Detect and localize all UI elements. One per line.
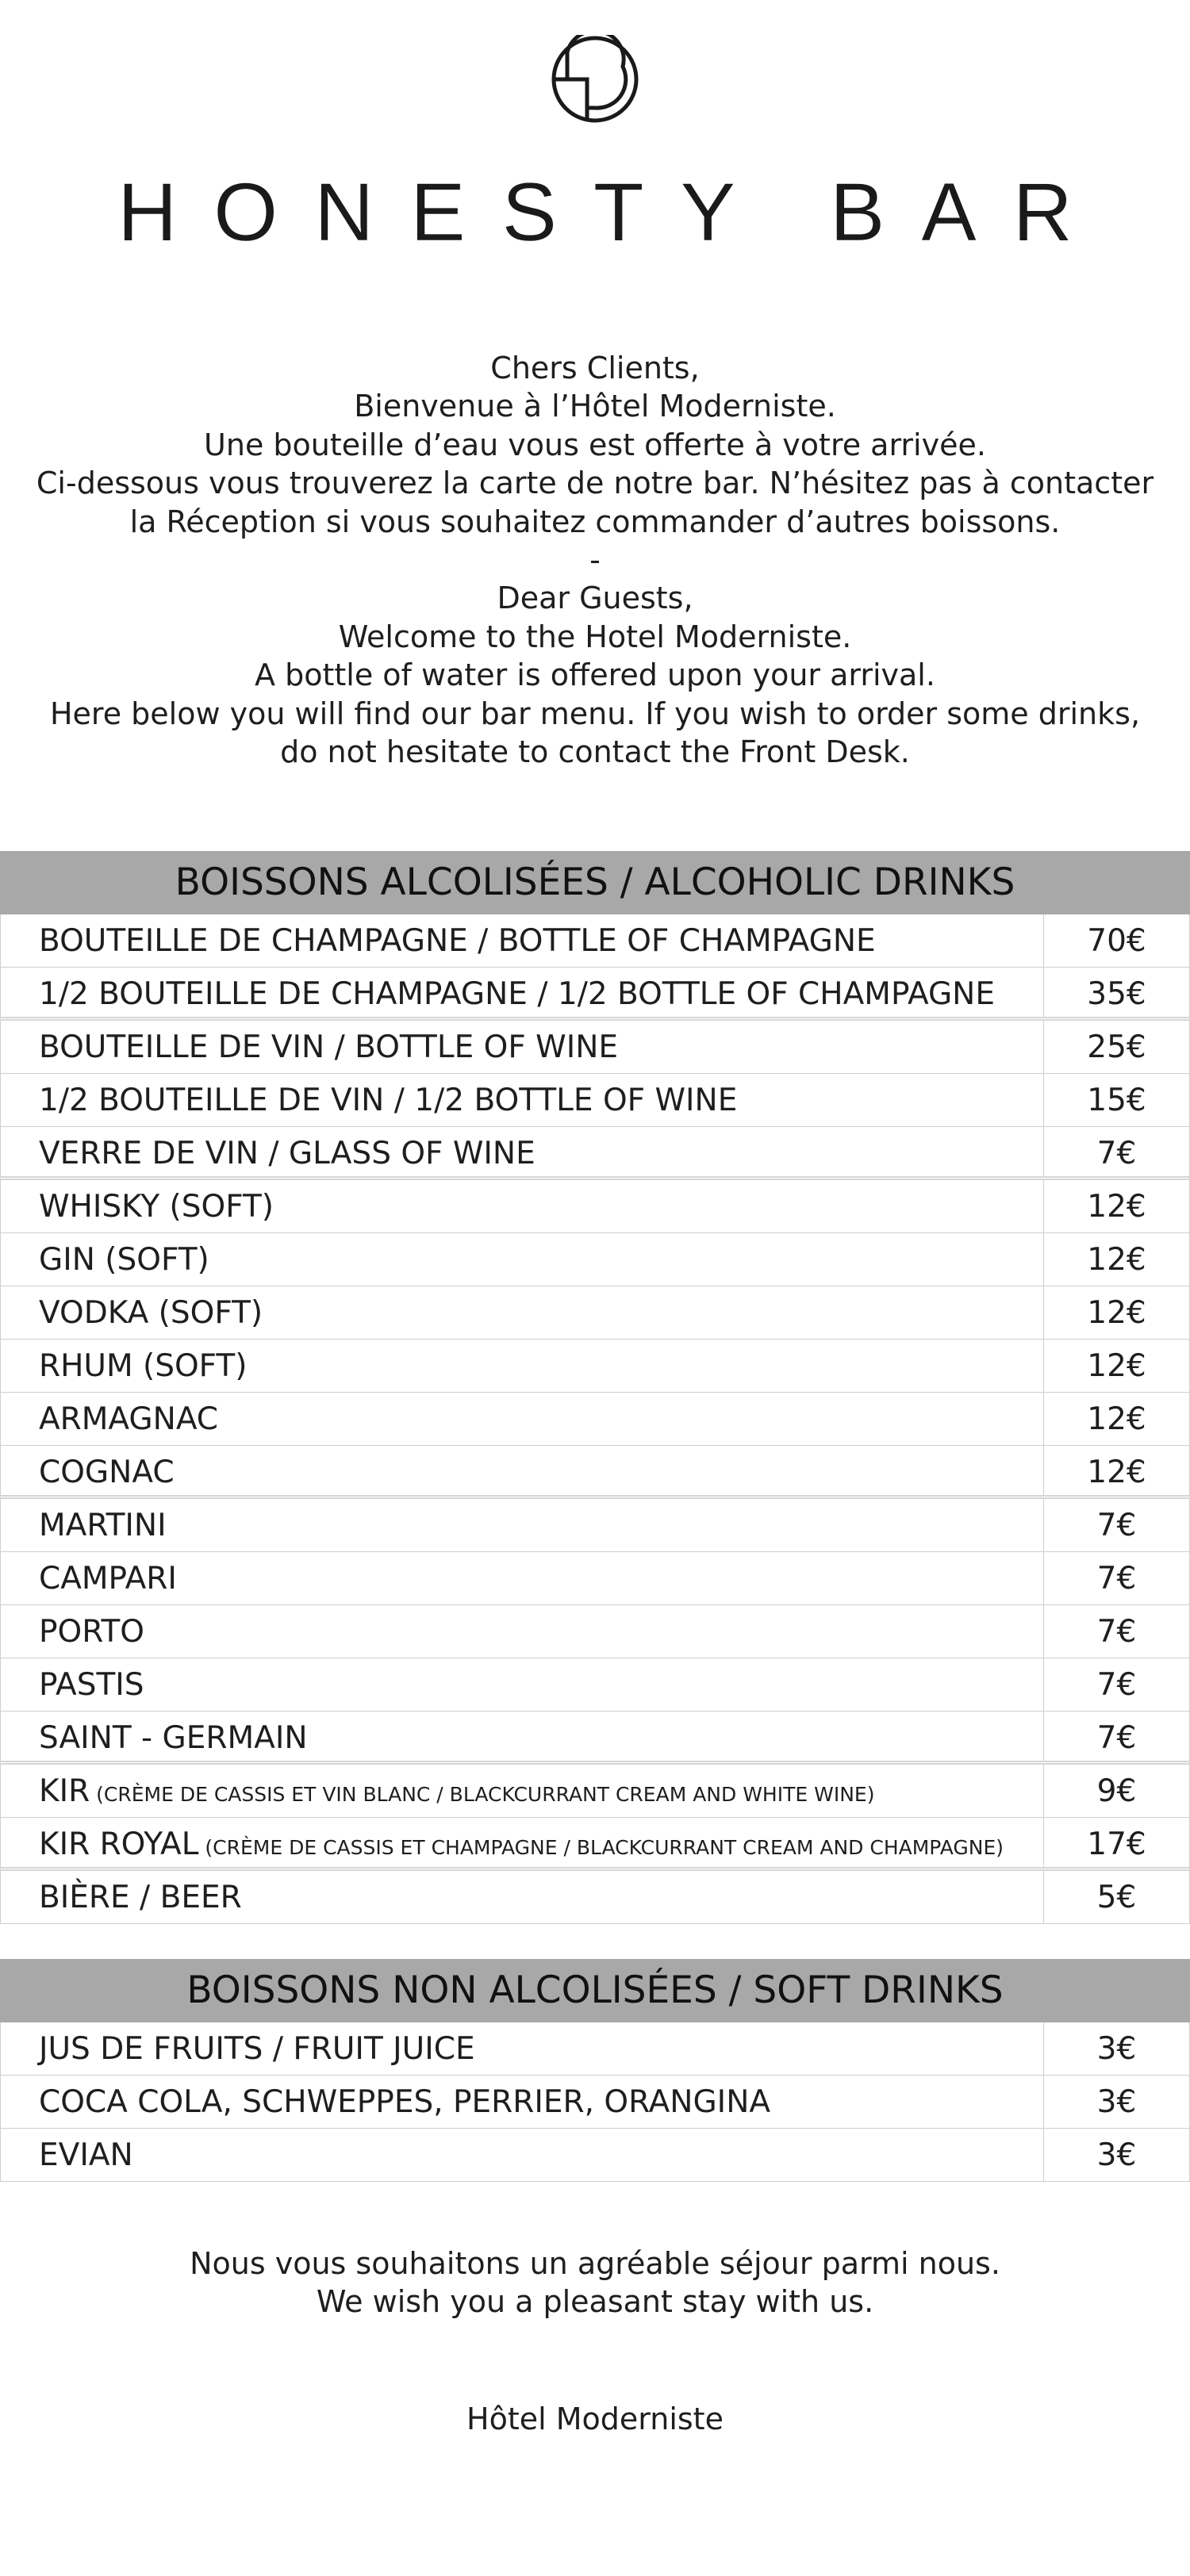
alcoholic-menu: [0, 851, 1190, 1924]
drink-label: VERRE DE VIN / GLASS OF WINE: [39, 1136, 536, 1171]
drink-name: [1, 2129, 1044, 2181]
closing-line: We wish you a pleasant stay with us.: [316, 2284, 874, 2319]
intro-line: A bottle of water is offered upon your arrival.: [255, 657, 935, 693]
closing-message: [0, 2244, 1190, 2321]
drink-price: 3€: [1096, 2137, 1137, 2173]
intro-line: Welcome to the Hotel Moderniste.: [338, 619, 852, 654]
menu-row: [0, 2129, 1190, 2182]
intro-line: Chers Clients,: [490, 351, 700, 385]
drink-price: 12€: [1087, 1348, 1146, 1384]
drink-name: [1, 968, 1044, 1017]
signature: Hôtel Moderniste: [466, 2402, 724, 2436]
drink-price: 9€: [1096, 1773, 1137, 1809]
intro-line: Une bouteille d’eau vous est offerte à votre arrivée.: [204, 427, 986, 462]
drink-name: [1, 914, 1044, 967]
menu-row: [0, 1286, 1190, 1340]
drink-price: 7€: [1096, 1561, 1137, 1597]
menu-row: [0, 1180, 1190, 1233]
drink-price: 7€: [1096, 1667, 1137, 1703]
drink-name: [1, 1552, 1044, 1604]
drink-label: ARMAGNAC: [39, 1401, 219, 1437]
menu-row: [0, 1552, 1190, 1605]
menu-row: [0, 968, 1190, 1021]
drink-price: 15€: [1087, 1083, 1146, 1118]
intro-line: la Réception si vous souhaitez commander d’autres boissons.: [129, 504, 1061, 539]
menu-row: [0, 1605, 1190, 1658]
menu-row: [0, 1393, 1190, 1446]
menu-row: [0, 1233, 1190, 1286]
drink-label: BIÈRE / BEER: [39, 1880, 242, 1915]
drink-description: (CRÈME DE CASSIS ET VIN BLANC / BLACKCURRANT CREAM AND WHITE WINE): [90, 1783, 875, 1806]
drink-label: JUS DE FRUITS / FRUIT JUICE: [39, 2031, 475, 2067]
drink-price: 5€: [1096, 1880, 1137, 1915]
menu-row: [0, 1340, 1190, 1393]
welcome-message: [0, 349, 1190, 771]
menu-row: [0, 1499, 1190, 1552]
drink-price: 70€: [1087, 923, 1146, 959]
menu-row: [0, 1074, 1190, 1127]
drink-name: [1, 1765, 1044, 1817]
menu-row: [0, 1765, 1190, 1818]
menu-row: [0, 2022, 1190, 2076]
intro-line: -: [589, 542, 601, 578]
drink-label: PASTIS: [39, 1667, 144, 1703]
menu-row: [0, 1871, 1190, 1924]
drink-label: 1/2 BOUTEILLE DE CHAMPAGNE / 1/2 BOTTLE OF CHAMPAGNE: [39, 976, 996, 1012]
intro-line: do not hesitate to contact the Front Desk.: [280, 734, 910, 770]
drink-name: [1, 1499, 1044, 1551]
drink-label: KIR: [39, 1773, 90, 1809]
drink-price: 25€: [1087, 1029, 1146, 1065]
drink-price: 3€: [1096, 2084, 1137, 2120]
drink-label: BOUTEILLE DE CHAMPAGNE / BOTTLE OF CHAMPAGNE: [39, 923, 876, 959]
drink-name: [1, 1180, 1044, 1232]
drink-name: [1, 1021, 1044, 1073]
closing-line: Nous vous souhaitons un agréable séjour parmi nous.: [190, 2246, 1000, 2281]
drink-label: VODKA (SOFT): [39, 1295, 263, 1331]
drink-price: 17€: [1087, 1827, 1146, 1862]
drink-description: (CRÈME DE CASSIS ET CHAMPAGNE / BLACKCURRANT CREAM AND CHAMPAGNE): [198, 1836, 1004, 1859]
drink-price: 12€: [1087, 1189, 1146, 1225]
drink-label: EVIAN: [39, 2137, 133, 2173]
section-header-alcoholic: BOISSONS ALCOLISÉES / ALCOHOLIC DRINKS: [0, 851, 1190, 914]
drink-label: WHISKY (SOFT): [39, 1189, 274, 1225]
menu-row: [0, 1446, 1190, 1499]
drink-label: PORTO: [39, 1614, 144, 1650]
drink-label: RHUM (SOFT): [39, 1348, 248, 1384]
menu-row: [0, 914, 1190, 968]
drink-price: 7€: [1096, 1720, 1137, 1756]
soft-drinks-menu: [0, 1959, 1190, 2182]
drink-name: [1, 1127, 1044, 1176]
intro-line: Bienvenue à l’Hôtel Moderniste.: [354, 389, 836, 424]
drink-label: MARTINI: [39, 1508, 167, 1543]
intro-line: Here below you will find our bar menu. If you wish to order some drinks,: [49, 696, 1141, 731]
drink-price: 12€: [1087, 1242, 1146, 1278]
menu-row: [0, 1021, 1190, 1074]
drink-name: [1, 1393, 1044, 1445]
drink-price: 7€: [1096, 1614, 1137, 1650]
section-header-soft: BOISSONS NON ALCOLISÉES / SOFT DRINKS: [0, 1959, 1190, 2022]
drink-label: KIR ROYAL: [39, 1827, 199, 1862]
drink-price: 12€: [1087, 1455, 1146, 1490]
drink-price: 7€: [1096, 1508, 1137, 1543]
drink-name: [1, 1712, 1044, 1761]
drink-name: [1, 1658, 1044, 1711]
drink-name: [1, 1818, 1044, 1867]
drink-label: CAMPARI: [39, 1561, 177, 1597]
drink-price: 7€: [1096, 1136, 1137, 1171]
drink-label: 1/2 BOUTEILLE DE VIN / 1/2 BOTTLE OF WINE: [39, 1083, 738, 1118]
intro-line: Ci-dessous vous trouverez la carte de notre bar. N’hésitez pas à contacter: [36, 466, 1154, 501]
drink-name: [1, 1340, 1044, 1392]
menu-row: [0, 1127, 1190, 1180]
drink-name: [1, 1286, 1044, 1339]
drink-label: SAINT - GERMAIN: [39, 1720, 308, 1756]
drink-name: [1, 1074, 1044, 1126]
drink-name: [1, 1605, 1044, 1658]
drink-label: COCA COLA, SCHWEPPES, PERRIER, ORANGINA: [39, 2084, 771, 2120]
drink-price: 35€: [1087, 976, 1146, 1012]
drink-name: [1, 1233, 1044, 1286]
drink-label: COGNAC: [39, 1455, 175, 1490]
drink-label: GIN (SOFT): [39, 1242, 209, 1278]
intro-line: Dear Guests,: [497, 581, 693, 616]
drink-price: 3€: [1096, 2031, 1137, 2067]
drink-price: 12€: [1087, 1295, 1146, 1331]
drink-name: [1, 1871, 1044, 1923]
menu-row: [0, 1658, 1190, 1712]
hotel-monogram-icon: [550, 35, 640, 124]
drink-name: [1, 1446, 1044, 1495]
menu-row: [0, 1712, 1190, 1765]
drink-name: [1, 2076, 1044, 2128]
brand-title: HONESTY BAR: [117, 167, 1109, 259]
drink-label: BOUTEILLE DE VIN / BOTTLE OF WINE: [39, 1029, 619, 1065]
menu-row: [0, 1818, 1190, 1871]
menu-row: [0, 2076, 1190, 2129]
drink-price: 12€: [1087, 1401, 1146, 1437]
drink-name: [1, 2022, 1044, 2075]
